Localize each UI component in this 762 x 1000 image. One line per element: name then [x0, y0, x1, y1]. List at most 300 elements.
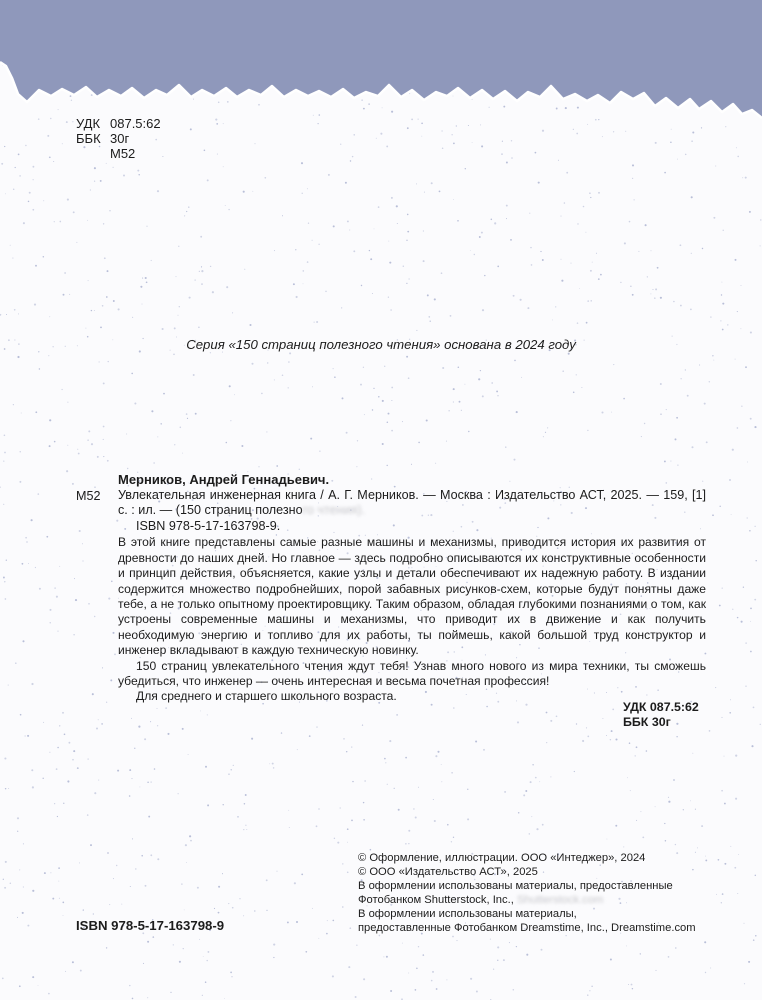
speckle-dot: [446, 979, 447, 980]
speckle-dot: [59, 725, 60, 726]
speckle-dot: [245, 794, 247, 796]
speckle-dot: [243, 915, 244, 916]
speckle-dot: [111, 581, 113, 583]
speckle-dot: [138, 726, 140, 728]
speckle-dot: [737, 617, 738, 618]
speckle-dot: [341, 307, 342, 308]
speckle-dot: [610, 739, 611, 740]
speckle-dot: [32, 890, 34, 892]
speckle-dot: [664, 172, 666, 174]
speckle-dot: [719, 506, 720, 507]
speckle-dot: [568, 353, 570, 355]
speckle-dot: [201, 266, 202, 267]
speckle-dot: [434, 820, 436, 822]
speckle-dot: [0, 486, 1, 487]
speckle-dot: [261, 393, 263, 395]
speckle-dot: [173, 353, 175, 355]
speckle-dot: [56, 596, 58, 598]
speckle-dot: [441, 272, 443, 274]
speckle-dot: [273, 957, 274, 958]
speckle-dot: [388, 413, 390, 415]
speckle-dot: [634, 199, 635, 200]
speckle-dot: [574, 771, 575, 772]
speckle-dot: [349, 229, 350, 230]
speckle-dot: [228, 903, 229, 904]
speckle-dot: [453, 707, 455, 709]
speckle-dot: [481, 232, 483, 234]
speckle-dot: [558, 160, 559, 161]
speckle-dot: [226, 286, 228, 288]
speckle-dot: [131, 373, 133, 375]
speckle-dot: [195, 280, 196, 281]
speckle-dot: [510, 239, 512, 241]
speckle-dot: [374, 228, 375, 229]
speckle-dot: [82, 560, 83, 561]
speckle-dot: [702, 248, 703, 249]
speckle-dot: [427, 294, 429, 296]
speckle-dot: [645, 224, 647, 226]
speckle-dot: [744, 983, 745, 984]
speckle-dot: [91, 310, 92, 311]
speckle-dot: [54, 441, 56, 443]
speckle-dot: [83, 909, 84, 910]
speckle-dot: [562, 370, 564, 372]
speckle-dot: [347, 871, 349, 873]
speckle-dot: [79, 530, 81, 532]
speckle-dot: [232, 312, 233, 313]
speckle-dot: [91, 443, 93, 445]
speckle-dot: [49, 609, 51, 611]
speckle-dot: [737, 156, 739, 158]
bibliographic-entry: [118, 472, 706, 705]
speckle-dot: [398, 809, 400, 811]
speckle-dot: [82, 543, 83, 544]
speckle-dot: [516, 411, 518, 413]
speckle-dot: [737, 311, 738, 312]
speckle-dot: [754, 426, 756, 428]
speckle-dot: [150, 854, 152, 856]
speckle-dot: [332, 920, 334, 922]
speckle-dot: [451, 841, 452, 842]
speckle-dot: [600, 274, 602, 276]
speckle-dot: [156, 708, 157, 709]
speckle-dot: [19, 175, 21, 177]
speckle-dot: [704, 941, 706, 943]
speckle-dot: [106, 702, 107, 703]
speckle-dot: [683, 809, 684, 810]
speckle-dot: [73, 211, 75, 213]
speckle-dot: [94, 616, 95, 617]
speckle-dot: [631, 984, 633, 986]
speckle-dot: [384, 758, 386, 760]
speckle-dot: [521, 377, 522, 378]
speckle-dot: [722, 303, 724, 305]
speckle-dot: [27, 735, 29, 737]
speckle-dot: [589, 192, 591, 194]
speckle-dot: [447, 824, 449, 826]
speckle-dot: [32, 976, 34, 978]
speckle-dot: [721, 294, 722, 295]
speckle-dot: [426, 419, 428, 421]
speckle-dot: [546, 712, 548, 714]
speckle-dot: [755, 875, 756, 876]
speckle-dot: [35, 411, 37, 413]
speckle-dot: [436, 988, 438, 990]
speckle-dot: [103, 382, 105, 384]
speckle-dot: [706, 441, 708, 443]
speckle-dot: [442, 147, 444, 149]
speckle-dot: [12, 258, 13, 259]
speckle-dot: [23, 887, 24, 888]
speckle-dot: [182, 728, 184, 730]
speckle-dot: [384, 366, 385, 367]
speckle-dot: [418, 946, 419, 947]
speckle-dot: [328, 174, 330, 176]
speckle-dot: [188, 206, 189, 207]
speckle-dot: [309, 735, 311, 737]
speckle-dot: [79, 862, 80, 863]
speckle-dot: [416, 183, 417, 184]
speckle-dot: [154, 462, 155, 463]
speckle-dot: [628, 984, 629, 985]
speckle-dot: [482, 395, 484, 397]
speckle-dot: [352, 781, 353, 782]
speckle-dot: [389, 740, 391, 742]
speckle-dot: [364, 780, 365, 781]
speckle-dot: [98, 719, 99, 720]
speckle-dot: [376, 138, 377, 139]
speckle-dot: [102, 305, 104, 307]
speckle-dot: [72, 121, 73, 122]
speckle-dot: [106, 947, 107, 948]
speckle-dot: [665, 840, 667, 842]
speckle-dot: [212, 291, 214, 293]
speckle-dot: [432, 971, 434, 973]
speckle-dot: [107, 270, 109, 272]
speckle-dot: [152, 936, 154, 938]
speckle-dot: [189, 297, 191, 299]
speckle-dot: [151, 410, 153, 412]
speckle-dot: [641, 436, 642, 437]
speckle-dot: [675, 947, 676, 948]
speckle-dot: [54, 587, 55, 588]
speckle-dot: [107, 460, 109, 462]
speckle-dot: [620, 282, 621, 283]
speckle-dot: [88, 430, 90, 432]
speckle-dot: [729, 479, 731, 481]
speckle-dot: [67, 199, 69, 201]
speckle-dot: [229, 385, 231, 387]
speckle-dot: [747, 517, 748, 518]
speckle-dot: [664, 460, 666, 462]
speckle-dot: [200, 236, 202, 238]
speckle-dot: [467, 789, 468, 790]
speckle-dot: [735, 359, 736, 360]
speckle-dot: [450, 315, 452, 317]
speckle-dot: [66, 121, 68, 123]
copyright-line-4-blurred: Shutterstock.com: [516, 894, 604, 906]
speckle-dot: [670, 461, 671, 462]
speckle-dot: [140, 286, 142, 288]
speckle-dot: [405, 843, 407, 845]
speckle-dot: [31, 519, 33, 521]
speckle-dot: [210, 352, 211, 353]
speckle-dot: [346, 432, 348, 434]
speckle-dot: [151, 782, 152, 783]
speckle-dot: [163, 393, 165, 395]
speckle-dot: [610, 958, 612, 960]
speckle-dot: [388, 241, 389, 242]
speckle-dot: [760, 724, 761, 725]
speckle-dot: [142, 304, 143, 305]
speckle-dot: [244, 803, 246, 805]
speckle-dot: [505, 447, 506, 448]
speckle-dot: [391, 400, 392, 401]
speckle-dot: [44, 872, 46, 874]
speckle-dot: [316, 321, 318, 323]
speckle-dot: [745, 686, 746, 687]
speckle-dot: [747, 462, 748, 463]
speckle-dot: [73, 750, 75, 752]
speckle-dot: [389, 262, 391, 264]
speckle-dot: [629, 742, 631, 744]
speckle-dot: [102, 667, 103, 668]
speckle-dot: [397, 223, 398, 224]
speckle-dot: [579, 288, 580, 289]
speckle-dot: [145, 885, 147, 887]
speckle-dot: [154, 768, 156, 770]
speckle-dot: [305, 951, 307, 953]
speckle-dot: [523, 794, 525, 796]
speckle-dot: [504, 791, 506, 793]
speckle-dot: [542, 824, 544, 826]
speckle-dot: [720, 320, 721, 321]
speckle-dot: [735, 798, 737, 800]
speckle-dot: [94, 181, 95, 182]
speckle-dot: [530, 247, 531, 248]
speckle-dot: [386, 465, 387, 466]
speckle-dot: [157, 725, 158, 726]
speckle-dot: [497, 946, 499, 948]
speckle-dot: [451, 772, 453, 774]
speckle-dot: [173, 944, 174, 945]
speckle-dot: [145, 277, 147, 279]
speckle-dot: [356, 945, 357, 946]
speckle-dot: [576, 374, 577, 375]
speckle-dot: [39, 368, 40, 369]
copyright-line-1: © Оформление, иллюстрации. ООО «Интеджер», 2024: [358, 852, 646, 864]
speckle-dot: [318, 123, 319, 124]
speckle-dot: [218, 886, 220, 888]
speckle-dot: [106, 296, 108, 298]
right-udk: УДК 087.5:62: [623, 700, 699, 714]
speckle-dot: [664, 823, 665, 824]
speckle-dot: [182, 453, 183, 454]
speckle-dot: [288, 361, 290, 363]
speckle-dot: [32, 209, 34, 211]
speckle-dot: [333, 368, 334, 369]
speckle-dot: [573, 129, 574, 130]
speckle-dot: [749, 530, 751, 532]
speckle-dot: [302, 193, 303, 194]
speckle-dot: [421, 122, 423, 124]
speckle-dot: [712, 355, 713, 356]
speckle-dot: [17, 356, 19, 358]
speckle-dot: [347, 220, 349, 222]
speckle-dot: [49, 752, 50, 753]
speckle-dot: [43, 722, 44, 723]
speckle-dot: [685, 369, 686, 370]
speckle-dot: [35, 567, 36, 568]
speckle-dot: [301, 162, 303, 164]
speckle-dot: [187, 418, 188, 419]
speckle-dot: [632, 164, 634, 166]
speckle-dot: [57, 747, 59, 749]
speckle-dot: [695, 809, 696, 810]
speckle-dot: [2, 978, 4, 980]
speckle-dot: [738, 854, 739, 855]
speckle-dot: [611, 730, 613, 732]
speckle-dot: [566, 172, 568, 174]
speckle-dot: [269, 763, 270, 764]
speckle-dot: [542, 259, 544, 261]
speckle-dot: [147, 997, 148, 998]
speckle-dot: [724, 803, 726, 805]
speckle-dot: [131, 778, 132, 779]
speckle-dot: [4, 757, 6, 759]
speckle-dot: [47, 135, 49, 137]
speckle-dot: [640, 811, 641, 812]
speckle-dot: [160, 423, 161, 424]
speckle-dot: [205, 766, 207, 768]
speckle-dot: [613, 131, 614, 132]
speckle-dot: [509, 942, 510, 943]
speckle-dot: [48, 993, 50, 995]
isbn-bottom: ISBN 978-5-17-163798-9: [76, 918, 225, 933]
speckle-dot: [378, 206, 380, 208]
speckle-dot: [201, 283, 202, 284]
speckle-dot: [58, 867, 60, 869]
speckle-dot: [20, 451, 21, 452]
speckle-dot: [677, 464, 678, 465]
speckle-dot: [606, 839, 607, 840]
series-note: Серия «150 страниц полезного чтения» основана в 2024 году: [186, 337, 576, 352]
speckle-dot: [4, 887, 6, 889]
speckle-dot: [21, 413, 22, 414]
speckle-dot: [132, 998, 134, 1000]
speckle-dot: [0, 314, 1, 316]
speckle-dot: [506, 218, 507, 219]
speckle-dot: [675, 438, 677, 440]
speckle-dot: [150, 721, 151, 722]
speckle-dot: [131, 718, 132, 719]
speckle-dot: [340, 807, 341, 808]
entry-author: Мерников, Андрей Геннадьевич.: [118, 472, 330, 487]
speckle-dot: [525, 790, 527, 792]
speckle-dot: [369, 250, 370, 251]
speckle-dot: [742, 177, 743, 178]
speckle-dot: [453, 837, 454, 838]
speckle-dot: [18, 313, 19, 314]
speckle-dot: [4, 146, 5, 147]
speckle-dot: [721, 282, 722, 283]
speckle-dot: [390, 990, 392, 992]
speckle-dot: [464, 384, 465, 385]
speckle-dot: [75, 599, 77, 601]
speckle-dot: [103, 456, 104, 457]
speckle-dot: [151, 260, 152, 261]
speckle-dot: [129, 795, 131, 797]
speckle-dot: [590, 270, 592, 272]
speckle-dot: [615, 825, 617, 827]
speckle-dot: [5, 598, 7, 600]
speckle-dot: [34, 304, 36, 306]
speckle-dot: [476, 991, 478, 993]
speckle-dot: [207, 179, 209, 181]
speckle-dot: [180, 427, 182, 429]
speckle-dot: [276, 465, 278, 467]
speckle-dot: [531, 264, 533, 266]
speckle-dot: [755, 935, 757, 937]
speckle-dot: [28, 563, 29, 564]
speckle-dot: [391, 387, 393, 389]
speckle-dot: [660, 414, 661, 415]
speckle-dot: [50, 622, 51, 623]
speckle-dot: [497, 266, 499, 268]
speckle-dot: [232, 907, 234, 909]
speckle-dot: [129, 985, 130, 986]
speckle-dot: [475, 740, 477, 742]
speckle-dot: [677, 159, 678, 160]
speckle-dot: [601, 411, 603, 413]
speckle-dot: [103, 223, 104, 224]
speckle-dot: [295, 249, 296, 250]
speckle-dot: [258, 466, 259, 467]
speckle-dot: [431, 980, 433, 982]
speckle-dot: [33, 179, 34, 180]
speckle-dot: [130, 886, 131, 887]
speckle-dot: [332, 975, 334, 977]
speckle-dot: [591, 300, 592, 301]
speckle-dot: [13, 188, 15, 190]
speckle-dot: [245, 825, 246, 826]
speckle-dot: [514, 360, 516, 362]
speckle-dot: [390, 309, 392, 311]
speckle-dot: [241, 445, 243, 447]
speckle-dot: [175, 276, 176, 277]
speckle-dot: [496, 390, 498, 392]
speckle-dot: [76, 242, 77, 243]
speckle-dot: [113, 878, 114, 879]
speckle-dot: [103, 426, 105, 428]
speckle-dot: [54, 221, 55, 222]
speckle-dot: [709, 381, 710, 382]
speckle-dot: [273, 944, 275, 946]
speckle-dot: [32, 166, 34, 168]
speckle-dot: [561, 280, 563, 282]
speckle-dot: [701, 127, 702, 128]
speckle-dot: [546, 742, 547, 743]
speckle-dot: [188, 754, 189, 755]
speckle-dot: [577, 223, 578, 224]
speckle-dot: [647, 276, 648, 277]
speckle-dot: [655, 142, 657, 144]
speckle-dot: [407, 231, 409, 233]
speckle-dot: [126, 433, 127, 434]
speckle-dot: [64, 272, 66, 274]
speckle-dot: [486, 706, 488, 708]
speckle-dot: [244, 269, 245, 270]
